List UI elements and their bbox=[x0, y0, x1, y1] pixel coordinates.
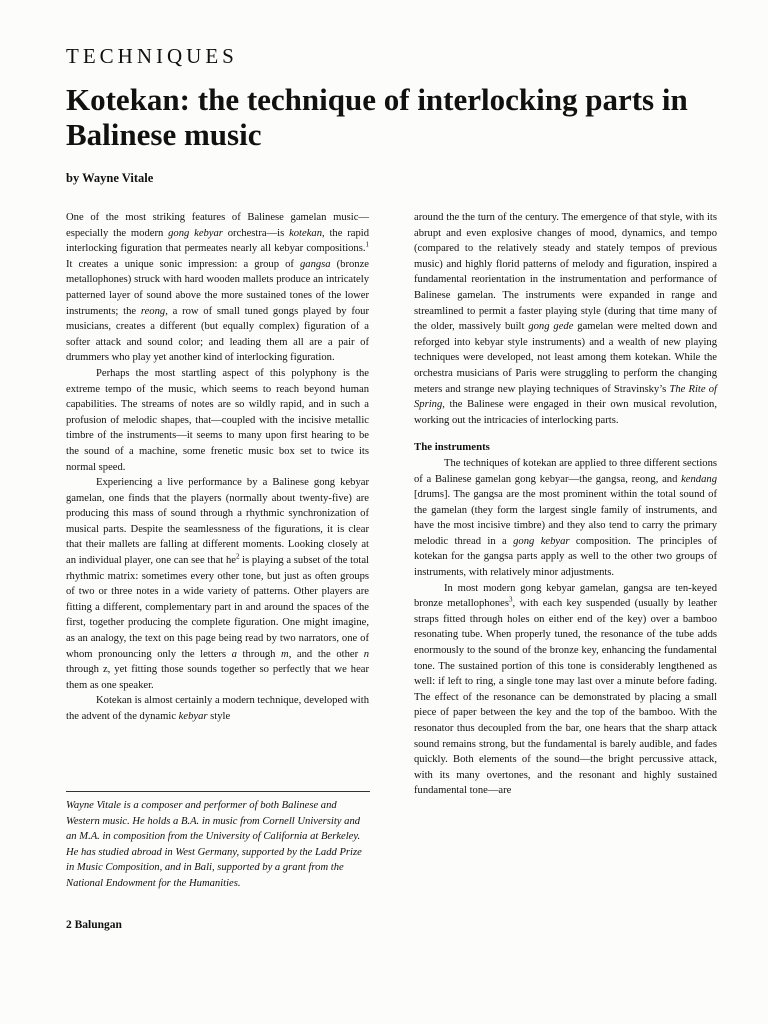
text-run: The techniques of kotekan are applied to three different sections of a Balinese gamelan gong kebyar—the gangsa, reong, and bbox=[414, 457, 717, 485]
text-run: gamelan were melted down and reforged into kebyar style instruments) and a wealth of new playing techniques were developed, not least among them kotekan. While the orchestra musicians of Paris were struggling to perform the changing meters and strange new playing techniques of Stravinsky’s bbox=[414, 321, 718, 395]
page-footer: 2 Balungan bbox=[66, 919, 122, 931]
text-run: orchestra—is bbox=[222, 227, 290, 239]
left-column bbox=[66, 210, 369, 725]
section-label: TECHNIQUES bbox=[66, 44, 238, 68]
italic-term: reong bbox=[140, 305, 166, 317]
bio-divider bbox=[66, 791, 370, 792]
paragraph bbox=[414, 456, 717, 581]
text-run: , and the other bbox=[288, 648, 364, 660]
italic-term: gong gede bbox=[528, 321, 574, 333]
text-run: , the rapid interlocking figuration that permeates nearly all kebyar compositions. bbox=[66, 227, 370, 255]
italic-term: kendang bbox=[681, 473, 717, 485]
footnote-ref: 1 bbox=[365, 240, 369, 249]
italic-term: n bbox=[363, 648, 369, 660]
text-run: style bbox=[207, 711, 231, 722]
text-run: around the the turn of the century. The emergence of that style, with its abrupt and even explosive changes of mood, dynamics, and tempo (compared to the relatively steady and stately tempos of previous music) and highly florid patterns of melody and figuration, inspired a fundamental reorientation in the instrumentation and performance of Balinese gamelan. The instruments were expanded in range and streamlined to permit a faster playing style (during that time many of the older, massively built bbox=[414, 212, 717, 333]
text-run: One of the most striking features of Balinese gamelan music—especially the modern bbox=[66, 212, 369, 239]
paragraph bbox=[66, 366, 369, 475]
section-heading: The instruments bbox=[414, 441, 490, 454]
author-bio: Wayne Vitale is a composer and performer of both Balinese and Western music. He holds a B.A. in music from Cornell University and an M.A. in composition from the University of California at Berkeley. He has studied abroad in West Germany, supported by the Ladd Prize in Music Composition, and in Bali, supported by a grant from the National Endowment for the Humanities. bbox=[66, 800, 362, 889]
italic-term: gangsa bbox=[299, 258, 331, 270]
italic-term: m bbox=[281, 648, 289, 660]
italic-term: kebyar bbox=[178, 711, 208, 722]
italic-term: The Rite of Spring bbox=[414, 383, 717, 411]
italic-term: a bbox=[231, 648, 237, 660]
paragraph bbox=[66, 693, 369, 724]
text-run: In most modern gong kebyar gamelan, gangsa are ten-keyed bronze metallophones bbox=[414, 582, 717, 610]
text-run: , with each key suspended (usually by leather straps fitted through holes on either end of the key) over a bamboo resonating tube. When properly tuned, the resonance of the tube adds enormously to the sound of the bronze key, enhancing the fundamental tone. The sustained portion of this tone is considerably lengthened as well: if left to ring, a single tone may last over a minute before fading. The effect of the resonance can be demonstrated by placing a small piece of paper between the key and the top of the bamboo. With the resonator thus decoupled from the bar, one hears that the sharp attack sound remains strong, but the fundamental is barely audible, and fades quickly. Both elements of the sound—the bright percussive attack, with its many overtones, and the resonant and highly sustained fundamental tone—are bbox=[414, 598, 717, 797]
text-run: Perhaps the most startling aspect of this polyphony is the extreme tempo of the music, which seems to reach beyond human capabilities. The streams of notes are so wildly rapid, and in such a profusion of melodic shapes, that—coupled with the incisive metallic timbre of the instruments—it seems to many upon first hearing to be the sound of a machine, some frenetic music box set to twice its normal speed. bbox=[66, 367, 369, 473]
text-run: is playing a subset of the total rhythmic matrix: sometimes every other tone, but just as often groups of two or three notes in a wide variety of patterns. Other players are fitting a different, complementary part in and around the spaces of the first, together producing the complete figuration. One might imagine, as an analogy, the text on this page being read by two narrators, one of whom pronouncing only the letters bbox=[66, 555, 369, 660]
paragraph bbox=[66, 210, 369, 366]
italic-term: gong kebyar bbox=[168, 227, 223, 239]
right-column bbox=[414, 210, 717, 799]
byline: by Wayne Vitale bbox=[66, 171, 154, 185]
text-run: Kotekan is almost certainly a modern technique, developed with the advent of the dynamic bbox=[66, 695, 369, 722]
paragraph bbox=[414, 581, 717, 799]
text-run: , the Balinese were engaged in their own musical revolution, working out the intricacies of interlocking parts. bbox=[414, 399, 717, 426]
text-run: [drums]. The gangsa are the most prominent within the total sound of the gamelan (they form the largest single family of instruments, and have the most incisive timbre) and they also tend to carry the primary melodic thread in a bbox=[414, 489, 717, 547]
paragraph bbox=[414, 210, 717, 428]
text-run: (bronze metallophones) struck with hard wooden mallets produce an intricately patterned layer of sound above the more sustained tones of the lower instruments; the bbox=[66, 258, 369, 317]
text-run: Experiencing a live performance by a Balinese gong kebyar gamelan, one finds that the players (normally about twenty-five) are producing this mass of sound through a rhythmic synchronization of musical parts. Despite the seamlessness of the figurations, it is clear that their mallets are falling at different moments. Looking closely at an individual player, one can see that he bbox=[66, 477, 369, 567]
italic-term: kotekan bbox=[289, 227, 323, 239]
text-run: It creates a unique sonic impression: a group of bbox=[66, 258, 300, 270]
text-run: through z, yet fitting those sounds together so perfectly that we hear them as one speaker. bbox=[66, 664, 369, 691]
article-title: Kotekan: the technique of interlocking parts in Balinese music bbox=[66, 82, 688, 152]
text-run: composition. The principles of kotekan for the gangsa parts apply as well to the other two groups of instruments, with relatively minor adjustments. bbox=[414, 535, 717, 579]
text-run: , a row of small tuned gongs played by four musicians, creates a different (but equally complex) figuration of a softer attack and sound color; and leading them all are a pair of drummers who play yet another kind of interlocking figuration. bbox=[66, 305, 370, 364]
text-run: through bbox=[236, 648, 282, 660]
footnote-ref: 2 bbox=[235, 552, 240, 561]
italic-term: gong kebyar bbox=[513, 535, 570, 547]
paragraph bbox=[66, 475, 369, 693]
footnote-ref: 3 bbox=[508, 595, 513, 604]
